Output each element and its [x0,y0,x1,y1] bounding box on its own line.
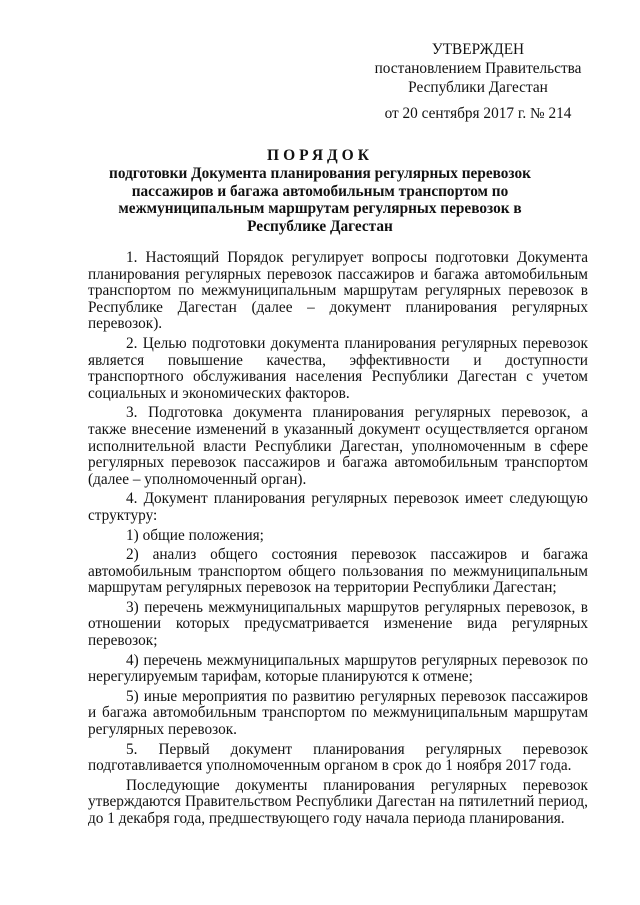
list-item-5: 5) иные мероприятия по развитию регулярных перевозок пассажиров и багажа автомобильным транспортом по межмуниципальным маршрутам регулярных перевозок. [88,687,588,739]
list-item-4: 4) перечень межмуниципальных маршрутов регулярных перевозок по нерегулируемым тарифам, которые планируются к отмене; [88,651,588,686]
paragraph-2: 2. Целью подготовки документа планирования регулярных перевозок является повышение качества, эффективности и доступности транспортного обслуживания населения Республики Дагестан с учетом социальных и экономических факторов. [88,334,588,402]
list-item-1: 1) общие положения; [126,526,264,544]
paragraph-5: 5. Первый документ планирования регулярных перевозок подготавливается уполномоченным органом в срок до 1 ноября 2017 года. [88,740,588,775]
approval-stamp [372,40,584,123]
document-subtitle: подготовки Документа планирования регулярных перевозок пассажиров и багажа автомобильным транспортом по межмуниципальным маршрутам регулярных перевозок в Республике Дагестан [109,165,531,235]
approval-authority: постановлением Правительства [374,60,582,77]
paragraph-3: 3. Подготовка документа планирования регулярных перевозок, а также внесение изменений в указанный документ осуществляется органом исполнительной власти Республики Дагестан, уполномоченным в сфере регулярных перевозок пассажиров и багажа автомобильным транспортом (далее – уполномоченный орган). [88,404,588,488]
document-body [88,250,588,828]
approval-date: от 20 сентября 2017 г. № 214 [384,105,572,122]
paragraph-6: Последующие документы планирования регулярных перевозок утверждаются Правительством Республики Дагестан на пятилетний период, до 1 декабря года, предшествующего году начала периода планирования. [88,776,588,827]
approval-heading: УТВЕРЖДЕН [431,41,525,58]
list-item-2: 2) анализ общего состояния перевозок пассажиров и багажа автомобильным транспортом общего пользования по межмуниципальным маршрутам регулярных перевозок на территории Республики Дагестан; [88,546,588,597]
paragraph-4: 4. Документ планирования регулярных перевозок имеет следующую структуру: [88,490,588,524]
document-title: ПОРЯДОК [267,147,373,164]
list-item-3: 3) перечень межмуниципальных маршрутов регулярных перевозок, в отношении которых предусматривается изменение вида регулярных перевозок; [88,598,588,650]
approval-region: Республики Дагестан [408,79,548,96]
paragraph-1: 1. Настоящий Порядок регулирует вопросы подготовки Документа планирования регулярных перевозок пассажиров и багажа автомобильным транспортом по межмуниципальным маршрутам регулярных перевозок в Республике Дагестан (далее – документ планирования регулярных перевозок). [88,249,588,333]
